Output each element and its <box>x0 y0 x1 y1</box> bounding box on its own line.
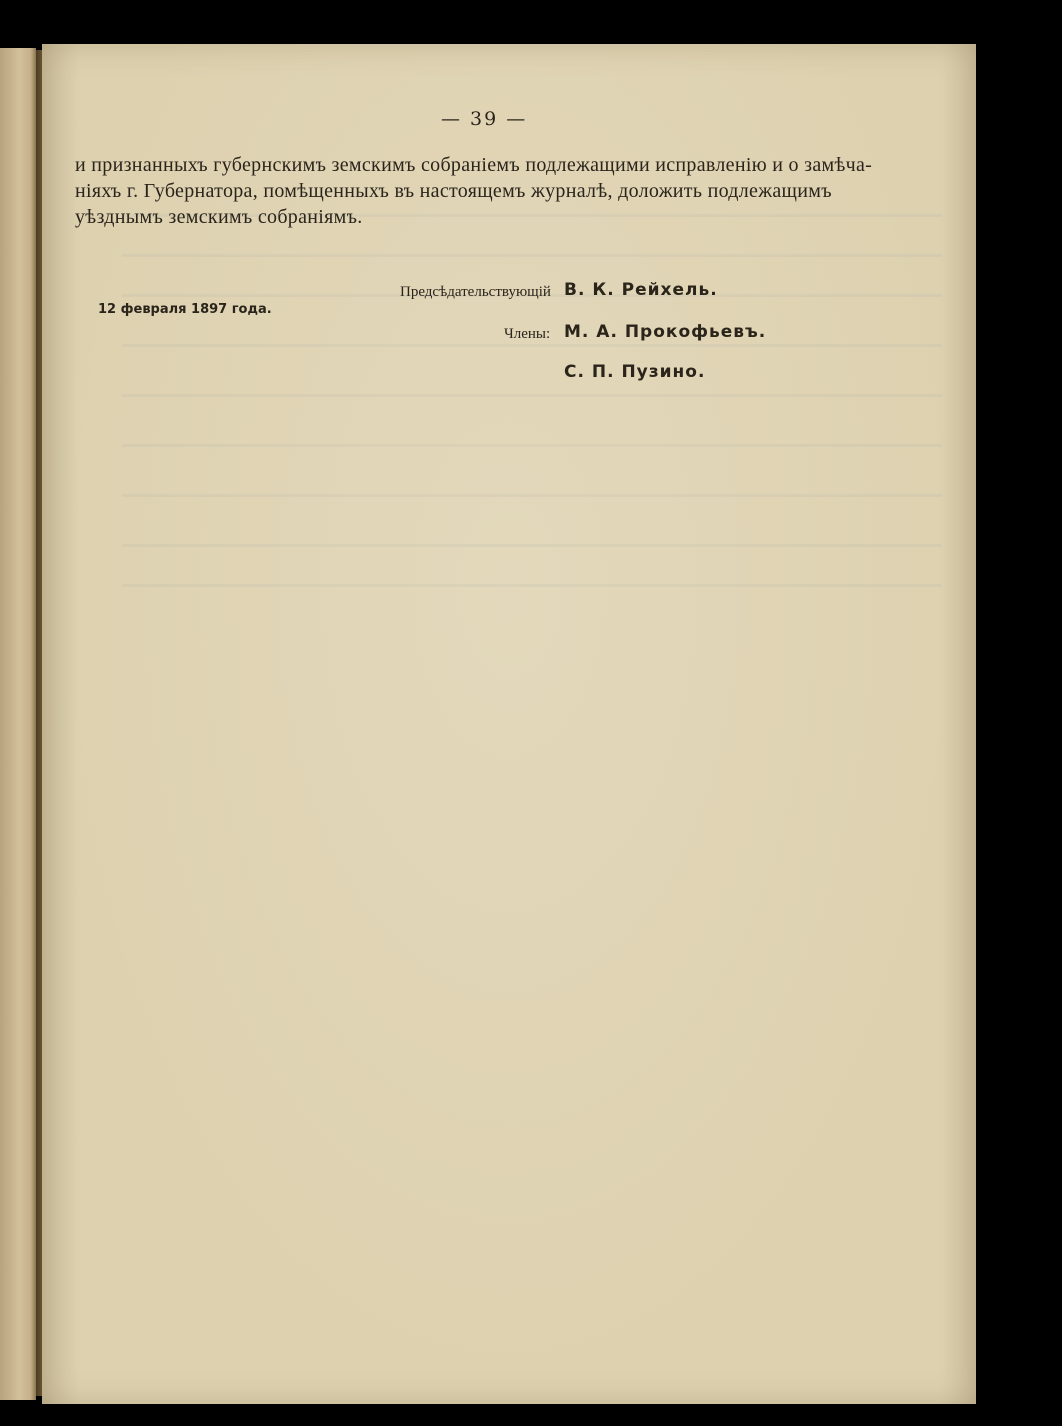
bleed-through-line <box>122 444 942 447</box>
bleed-through-line <box>122 584 942 587</box>
chair-label: Предсѣдательствующій <box>400 284 551 300</box>
document-page <box>42 44 976 1404</box>
bleed-through-line <box>122 344 942 347</box>
body-text-line: уѣзднымъ земскимъ собраніямъ. <box>75 206 363 228</box>
previous-page-edge <box>0 48 36 1400</box>
chair-name: В. К. Рейхель. <box>564 280 718 300</box>
members-label: Члены: <box>504 326 551 342</box>
page-number: — 39 — <box>441 108 528 130</box>
bleed-through-line <box>122 254 942 257</box>
member-name: М. А. Прокофьевъ. <box>564 322 767 342</box>
member-name: С. П. Пузино. <box>564 362 706 382</box>
body-text-line: и признанныхъ губернскимъ земскимъ собраніемъ подлежащими исправленію и о замѣча- <box>75 154 873 176</box>
bleed-through-line <box>122 394 942 397</box>
bleed-through-line <box>122 494 942 497</box>
body-text-line: ніяхъ г. Губернатора, помѣщенныхъ въ настоящемъ журналѣ, доложить подлежащимъ <box>75 180 832 202</box>
bleed-through-line <box>122 544 942 547</box>
document-date: 12 февраля 1897 года. <box>98 302 272 317</box>
